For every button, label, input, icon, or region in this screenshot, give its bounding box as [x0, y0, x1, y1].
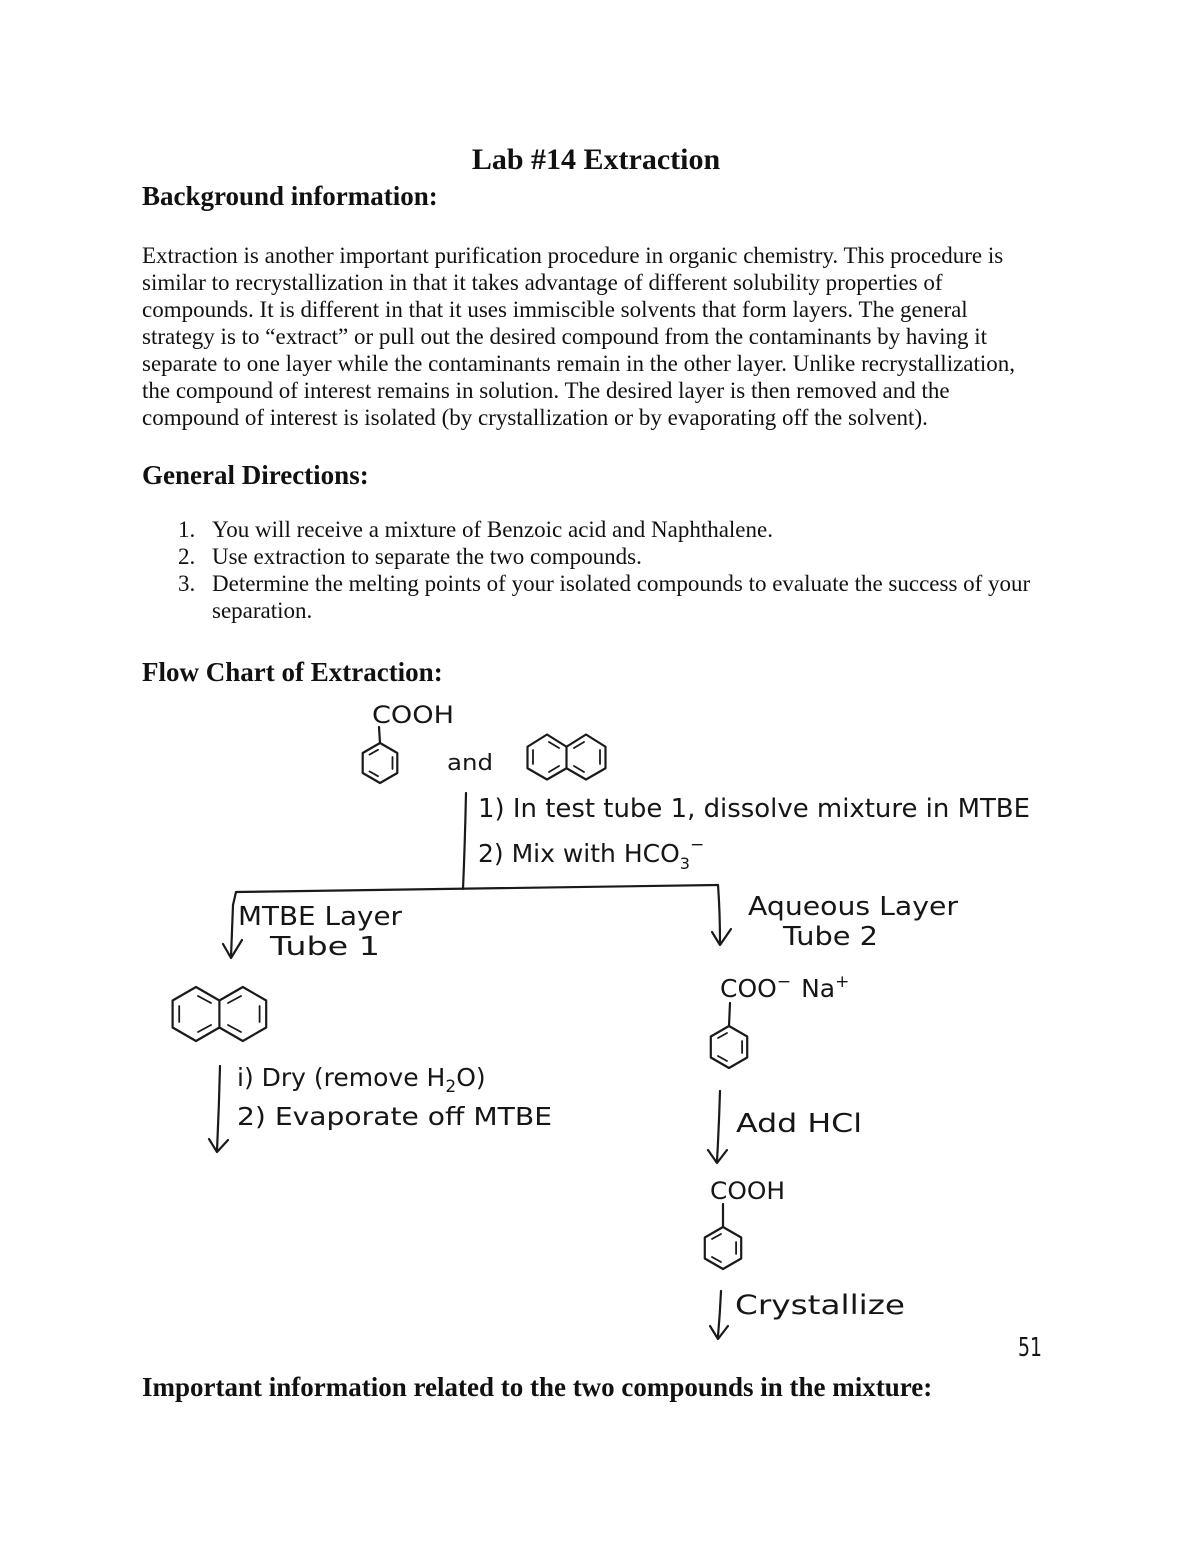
crystallize-text: Crystallize [735, 1290, 905, 1321]
dry-step-subscript: 2 [445, 1077, 457, 1097]
list-item [178, 516, 1092, 543]
dry-step-arrow [217, 1066, 220, 1150]
background-line: compounds. It is different in that it uses immiscible solvents that form layers. The general [142, 297, 968, 322]
sodium-text: Na [801, 974, 836, 1003]
list-item [178, 570, 1092, 624]
sodium-benzoate-structure [711, 1003, 747, 1068]
step-mix-subscript: 3 [679, 854, 690, 873]
add-hcl-text: Add HCl [736, 1109, 862, 1139]
list-item-number: 3. [178, 571, 196, 596]
directions-heading: General Directions: [142, 460, 369, 490]
arrowhead-icon [708, 1150, 727, 1163]
dry-step-text [237, 1063, 486, 1097]
cooh-label: COOH [710, 1177, 785, 1205]
aqueous-layer-label: Aqueous Layer [748, 892, 959, 922]
double-bonds [533, 742, 600, 772]
minus-charge: − [776, 972, 792, 992]
benzoic-acid-product-structure [705, 1177, 785, 1269]
directions-list [178, 516, 1092, 624]
bond-line [379, 727, 380, 743]
step-mix-main: 2) Mix with HCO [478, 839, 680, 868]
background-line: strategy is to “extract” or pull out the desired compound from the contaminants by having it [142, 324, 988, 349]
page-title: Lab #14 Extraction [471, 143, 721, 176]
page-number: 51 [1018, 1333, 1042, 1363]
plus-charge: + [835, 972, 850, 992]
and-label: and [447, 751, 493, 776]
background-line: similar to recrystallization in that it takes advantage of different solubility properties of [142, 270, 943, 295]
acidify-step-arrow [717, 1091, 720, 1161]
dry-step-suffix: O) [456, 1063, 486, 1092]
naphthalene-product-structure [173, 987, 267, 1041]
benzene-ring [363, 743, 398, 783]
arrowhead-icon [223, 940, 242, 958]
list-item-number: 1. [178, 517, 196, 542]
left-branch-arrow [231, 905, 233, 957]
background-line: Extraction is another important purification procedure in organic chemistry. This procedure is [142, 243, 1004, 268]
flow-stem-line [463, 793, 466, 889]
list-item-text: Determine the melting points of your isolated compounds to evaluate the success of your separation. [212, 571, 1031, 623]
background-line: compound of interest is isolated (by crystallization or by evaporating off the solvent). [142, 405, 928, 430]
double-bonds [370, 750, 393, 776]
double-bonds [712, 1234, 736, 1262]
double-bonds [179, 996, 259, 1032]
carboxylate-text: COO [720, 974, 777, 1003]
arrowhead-icon [209, 1139, 228, 1152]
flowchart-heading: Flow Chart of Extraction: [142, 657, 443, 687]
mtbe-layer-label: MTBE Layer [238, 902, 403, 932]
benzoic-acid-structure [363, 701, 454, 783]
evaporate-step-text: 2) Evaporate off MTBE [237, 1102, 552, 1131]
list-item-number: 2. [178, 544, 196, 569]
background-line: separate to one layer while the contaminants remain in the other layer. Unlike recrystallization, [142, 351, 1016, 376]
list-item-text: You will receive a mixture of Benzoic acid and Naphthalene. [212, 517, 773, 542]
benzene-ring [711, 1026, 747, 1068]
tube-1-label: Tube 1 [268, 932, 380, 962]
branch-line [233, 885, 718, 905]
benzene-ring [705, 1227, 741, 1269]
right-branch-arrow [718, 885, 720, 943]
background-line: the compound of interest remains in solution. The desired layer is then removed and the [142, 378, 950, 403]
sodium-benzoate-label [720, 972, 849, 1003]
tube-2-label: Tube 2 [781, 922, 878, 952]
compounds-heading: Important information related to the two compounds in the mixture: [142, 1372, 933, 1402]
arrowhead-icon [710, 1326, 728, 1339]
step-mix-text [478, 835, 704, 873]
naphthalene-structure [528, 735, 606, 780]
list-item [178, 543, 1092, 570]
crystallize-step-arrow [718, 1291, 721, 1336]
arrowhead-icon [712, 929, 731, 945]
list-item-text: Use extraction to separate the two compounds. [212, 544, 642, 569]
double-bonds [718, 1033, 742, 1061]
fused-rings [528, 735, 606, 780]
cooh-label: COOH [372, 701, 454, 729]
background-paragraph [142, 242, 1015, 431]
fused-rings [173, 987, 267, 1041]
step-dissolve-text: 1) In test tube 1, dissolve mixture in MTBE [478, 794, 1030, 824]
bond-line [729, 1003, 730, 1026]
dry-step-main: i) Dry (remove H [237, 1063, 446, 1092]
background-heading: Background information: [142, 181, 438, 211]
step-mix-superscript: − [689, 835, 705, 855]
